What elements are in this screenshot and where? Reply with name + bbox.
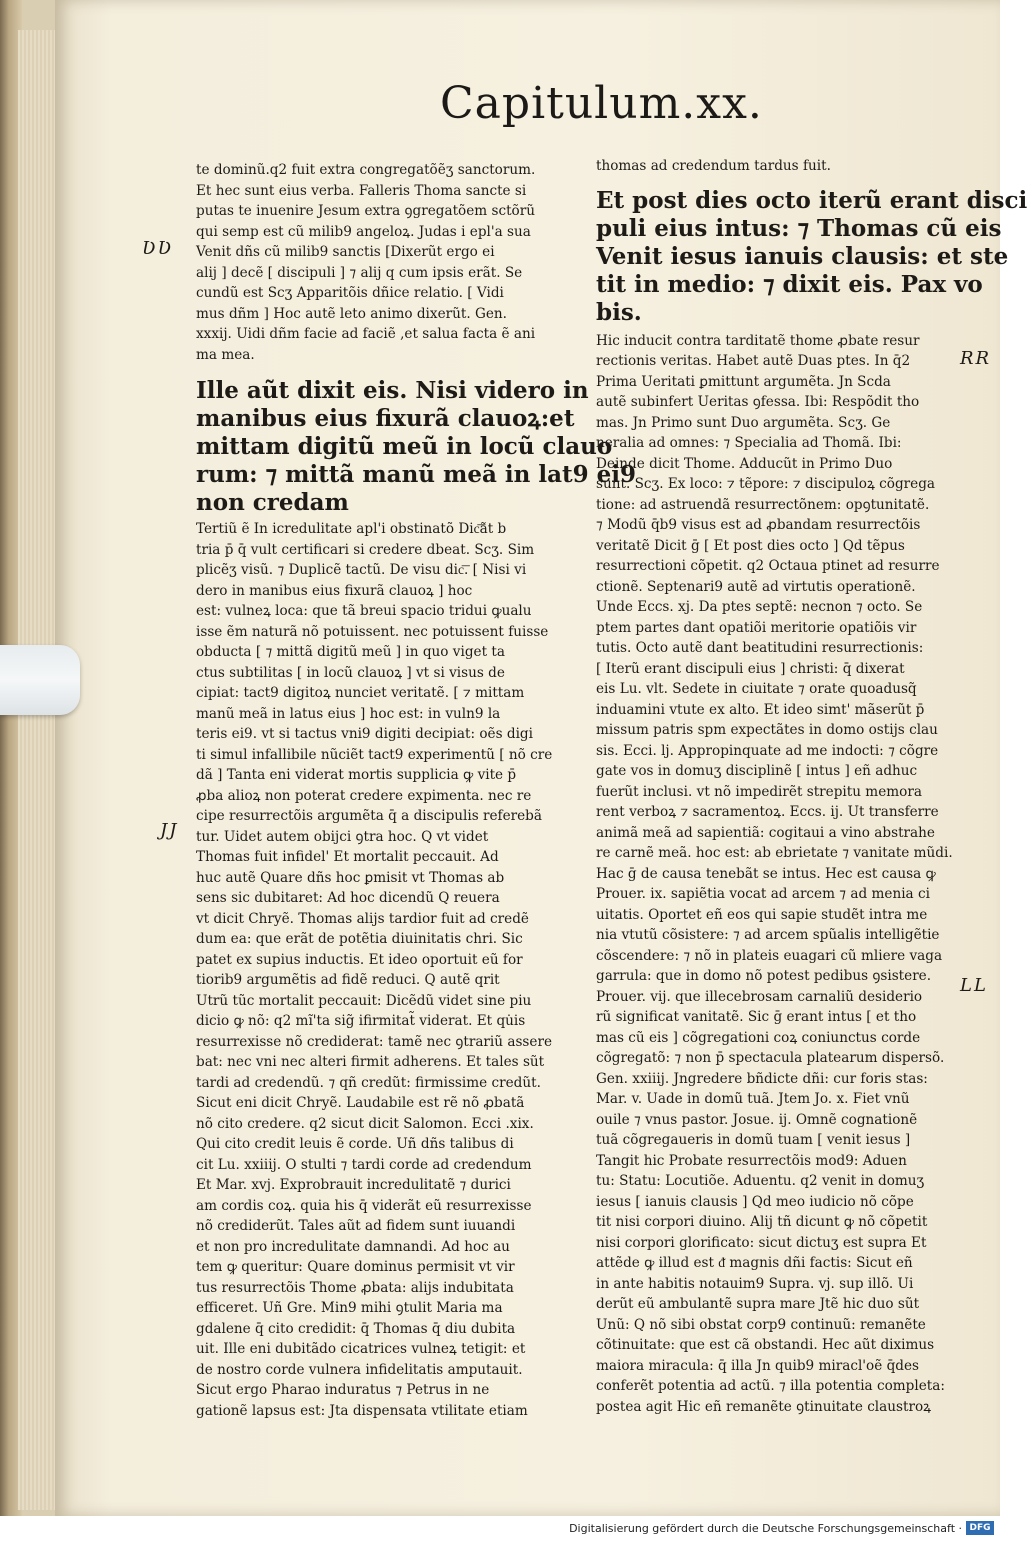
commentary-line: uitatis. Oportet eñ eos qui sapie studẽt intra me <box>596 906 928 923</box>
commentary-line: dicio ꝙ nõ: q2 mĩ'ta sig̃ ifirmitat̃ viderat. Et qu̇is <box>196 1013 526 1029</box>
verse-line: Et post dies octo iterũ erant disci <box>596 186 1027 214</box>
commentary-line: Et Mar. xvj. Exprobrauit incredulitatẽ ⁊ durici <box>196 1177 511 1193</box>
text-line: putas te inuenire Jesum extra ꝯgregatõem sctõrũ <box>196 203 535 219</box>
commentary-line: re carnẽ meã. hoc est: ab ebrietate ⁊ vanitate mũdi. <box>596 845 953 861</box>
right-intro-block <box>596 156 968 177</box>
commentary-line: tria p̄ q̄ vult certificari si credere dbeat. Scʒ. Sim <box>196 541 535 558</box>
commentary-line: postea agit Hic eñ remanẽte ꝯtinuitate claustroꝝ <box>596 1398 931 1415</box>
verse-line: Venit iesus ianuis clausis: et ste <box>596 242 1009 270</box>
margin-note-left-top: ƲƲ <box>142 238 174 259</box>
verse-line: rum: ⁊ mittã manũ meã in lat9 ei9 <box>196 461 637 488</box>
commentary-line: resurrexisse nõ crediderat: tamẽ nec ꝯtrariũ assere <box>196 1033 552 1050</box>
commentary-line: bat: nec vni nec alteri firmit adherens. Et tales sũt <box>196 1054 545 1070</box>
commentary-line: cipe resurrectõis argumẽta q̄ a discipulis referebã <box>196 808 542 824</box>
verse-line: mittam digitũ meũ in locũ clauo <box>196 433 613 460</box>
text-line: Venit dñs cũ milib9 sanctis [Dixerũt ergo ei <box>196 244 495 260</box>
commentary-line: dero in manibus eius fixurã clauoꝝ ] hoc <box>196 582 473 599</box>
commentary-line: gate vos in domuʒ disciplinẽ [ intus ] eñ adhuc <box>596 763 918 779</box>
verse-line: tit in medio: ⁊ dixit eis. Pax vo <box>596 270 983 298</box>
commentary-line: ouile ⁊ vnus pastor. Josue. ij. Omnẽ cognationẽ <box>596 1111 918 1128</box>
commentary-line: cõscendere: ⁊ nõ in plateis euagari cũ mliere vaga <box>596 947 943 964</box>
commentary-line: uit. Ille eni dubitãdo cicatrices vulneꝝ tetigit: et <box>196 1341 526 1357</box>
commentary-line: tione: ad astruendã resurrectõnem: opꝯtunitatẽ. <box>596 496 930 513</box>
commentary-line: tem ꝙ queritur: Quare dominus permisit vt vir <box>196 1259 515 1275</box>
commentary-line: tit nisi corpori diuino. Alij tñ dicunt ꝙ nõ cõpetit <box>596 1214 928 1230</box>
commentary-line: teris ei9. vt si tactus vni9 digiti decipiat: oẽs digi <box>196 726 533 742</box>
left-verse-block <box>196 377 637 517</box>
commentary-line: am cordis coꝝ. quia his q̄ viderãt eũ resurrexisse <box>196 1197 532 1214</box>
commentary-line: ptem partes dant opatiõi meritorie opatiõis vir <box>596 619 917 636</box>
commentary-line: gationẽ lapsus est: Jta dispensata vtilitate etiam <box>196 1402 528 1419</box>
commentary-line: rectionis veritas. Habet autẽ Duas ptes. In q̄2 <box>596 353 911 369</box>
left-commentary-block <box>196 519 574 1421</box>
commentary-line: gdalene q̄ cito credidit: q̄ Thomas q̄ diu dubita <box>196 1320 516 1337</box>
commentary-line: cõtinuitate: que est cã obstandi. Hec aũt diximus <box>596 1337 935 1353</box>
text-line: cundũ est Scʒ Apparitõis dñice relatio. [ Vidi <box>196 285 504 301</box>
commentary-line: ti simul infallibile nũciẽt tact9 experimentũ [ nõ cre <box>196 746 553 763</box>
commentary-line: Prouer. vij. que illecebrosam carnaliũ desiderio <box>596 988 923 1005</box>
commentary-line: tur. Uidet autem obijci ꝯtra hoc. Q vt videt <box>196 828 489 845</box>
commentary-line: induamini vtute ex alto. Et ideo simt' mãserũt p̄ <box>596 701 925 718</box>
commentary-line: tus resurrectõis Thome ꝓbata: alijs indubitata <box>196 1279 514 1296</box>
right-verse-block <box>596 186 1027 327</box>
commentary-line: Qui cito credit leuis ẽ corde. Uñ dñs talibus di <box>196 1136 514 1152</box>
commentary-line: nõ crediderũt. Tales aũt ad fidem sunt iuuandi <box>196 1218 516 1234</box>
commentary-line: ctus subtilitas [ in locũ clauoꝝ ] vt si visus de <box>196 664 505 681</box>
commentary-line: rũ significat vanitatẽ. Sic ḡ erant intus [ et tho <box>596 1009 917 1025</box>
footer-credit: Digitalisierung gefördert durch die Deutsche Forschungsgemeinschaft · <box>569 1522 962 1535</box>
commentary-line: autẽ subinfert Ueritas ꝯfessa. Ibi: Respõdit tho <box>596 394 920 410</box>
text-line: alij ] decẽ [ discipuli ] ⁊ alij q cum ipsis erãt. Se <box>196 264 523 281</box>
commentary-line: patet ex supius inductis. Et ideo oportuit eũ for <box>196 951 523 968</box>
commentary-line: attẽde ꝙ illud est ᵭ magnis dñi factis: Sicut eñ <box>596 1255 913 1271</box>
commentary-line: eis Lu. vlt. Sedete in ciuitate ⁊ orate quoadusq̃ <box>596 681 917 697</box>
commentary-line: garrula: que in domo nõ potest pedibus ꝯsistere. <box>596 968 932 984</box>
commentary-line: derũt eũ ambulantẽ supra mare Jtẽ hic duo sũt <box>596 1296 920 1312</box>
text-line: qui semp est cũ milib9 angeloꝝ. Judas i epl'a sua <box>196 223 531 240</box>
commentary-line: ⁊ Modũ q̄b9 visus est ad ꝓbandam resurrectõis <box>596 517 921 533</box>
margin-note-right-bottom: LL <box>960 975 988 996</box>
commentary-line: Hac ḡ de causa tenebãt se intus. Hec est causa ꝙ <box>596 865 936 882</box>
commentary-line: Thomas fuit infidel' Et mortalit peccauit. Ad <box>196 849 499 865</box>
commentary-line: Prima Ueritati ꝑmittunt argumẽta. Jn Scda <box>596 373 891 390</box>
commentary-line: ctionẽ. Septenari9 autẽ ad virtutis operationẽ. <box>596 578 916 595</box>
page-clip-tab <box>0 645 80 715</box>
commentary-line: Gen. xxiiij. Jngredere bñdicte dñi: cur foris stas: <box>596 1070 928 1087</box>
commentary-line: mas. Jn Primo sunt Duo argumẽta. Scʒ. Ge <box>596 414 891 431</box>
commentary-line: cipiat: tact9 digitoꝝ nunciet veritatẽ. [ ⁊ mittam <box>196 685 525 701</box>
margin-note-left-mid: JJ <box>160 820 179 841</box>
commentary-line: nõ cito credere. q2 sicut dicit Salomon. Ecci .xix. <box>196 1115 534 1132</box>
commentary-line: missum patris spm expectãtes in domo ostijs clau <box>596 722 938 738</box>
commentary-line: isse ẽm naturã nõ potuissent. nec potuissent fuisse <box>196 623 549 640</box>
right-commentary-block <box>596 331 968 1418</box>
commentary-line: dã ] Tanta eni viderat mortis supplicia ꝙ vite p̄ <box>196 767 517 783</box>
verse-line: Ille aũt dixit eis. Nisi videro in <box>196 377 589 404</box>
verse-line: puli eius intus: ⁊ Thomas cũ eis <box>596 214 1002 242</box>
commentary-line: Unde Eccs. xj. Da ptes septẽ: necnon ⁊ octo. Se <box>596 599 923 615</box>
commentary-line: mas cũ eis ] cõgregationi coꝝ coniunctus corde <box>596 1029 921 1046</box>
commentary-line: sis. Ecci. lj. Appropinquate ad me indocti: ⁊ cõgre <box>596 742 939 759</box>
commentary-line: est: vulneꝝ loca: que tã breui spacio tridui ꝙualu <box>196 603 532 619</box>
commentary-line: animã meã ad sapientiã: cogitaui a vino abstrahe <box>596 824 935 841</box>
commentary-line: huc autẽ Quare dñs hoc ꝑmisit vt Thomas ab <box>196 869 505 886</box>
commentary-line: resurrectioni cõpetit. q2 Octaua ptinet ad resurre <box>596 558 940 574</box>
commentary-line: Hic inducit contra tarditatẽ thome ꝓbate resur <box>596 332 920 349</box>
commentary-line: tardi ad credendũ. ⁊ qñ credũt: firmissime credũt. <box>196 1074 541 1091</box>
commentary-line: maiora miracula: q̄ illa Jn quib9 miracl'oẽ q̄des <box>596 1357 920 1374</box>
commentary-line: nia vtutũ cõsistere: ⁊ ad arcem spũalis intelligẽtie <box>596 927 940 943</box>
left-intro-block <box>196 160 574 365</box>
dfg-logo: DFG <box>966 1521 994 1535</box>
commentary-line: rent verboꝝ ⁊ sacramentoꝝ. Eccs. ij. Ut transferre <box>596 804 939 820</box>
commentary-line: veritatẽ Dicit ḡ [ Et post dies octo ] Qd tẽpus <box>596 537 905 554</box>
commentary-line: Deinde dicit Thome. Adducũt in Primo Duo <box>596 455 893 472</box>
commentary-line: de nostro corde vulnera infidelitatis amputauit. <box>196 1361 523 1378</box>
commentary-line: Utrũ tũc mortalit peccauit: Dicẽdũ videt sine piu <box>196 992 532 1009</box>
commentary-line: plicẽʒ visũ. ⁊ Duplicẽ tactũ. De visu dic͞. [ Nisi vi <box>196 562 527 578</box>
commentary-line: efficeret. Uñ Gre. Min9 mihi ꝯtulit Maria ma <box>196 1300 503 1316</box>
commentary-line: Prouer. ix. sapiẽtia vocat ad arcem ⁊ ad menia ci <box>596 886 930 902</box>
commentary-line: et non pro incredulitate damnandi. Ad hoc au <box>196 1238 510 1255</box>
commentary-line: tuã cõgregaueris in domũ tuam [ venit iesus ] <box>596 1132 911 1148</box>
text-line: ma mea. <box>196 346 255 363</box>
commentary-line: conferẽt potentia ad actũ. ⁊ illa potentia completa: <box>596 1378 945 1394</box>
verse-line: manibus eius fixurã clauoꝝ:et <box>196 405 575 432</box>
commentary-line: Sicut ergo Pharao induratus ⁊ Petrus in ne <box>196 1382 490 1398</box>
text-line: Et hec sunt eius verba. Falleris Thoma sancte si <box>196 182 527 199</box>
verse-line: bis. <box>596 298 642 326</box>
commentary-line: Sicut eni dicit Chryẽ. Laudabile est rẽ nõ ꝓbatã <box>196 1095 525 1111</box>
commentary-line: iesus [ ianuis clausis ] Qd meo iudicio nõ cõpe <box>596 1193 914 1210</box>
commentary-line: Mar. v. Uade in domũ tuã. Jtem Jo. x. Fiet vnũ <box>596 1091 910 1107</box>
commentary-line: dum ea: que erãt de potẽtia diuinitatis chri. Sic <box>196 931 523 947</box>
footer-bar <box>0 1516 1000 1541</box>
commentary-line: Tangit hic Probate resurrectõis mod9: Aduen <box>596 1152 907 1169</box>
commentary-line: ꝓba alioꝝ non poterat credere expimenta. nec re <box>196 787 532 804</box>
text-line: xxxij. Uidi dñm facie ad faciẽ ,et salua facta ẽ ani <box>196 326 536 342</box>
text-line: mus dñm ] Hoc autẽ leto animo dixerũt. Gen. <box>196 305 507 322</box>
commentary-line: Tertiũ ẽ In icredulitate apl'i obstinatõ Dic͞ãt b <box>196 521 507 537</box>
commentary-line: vt dicit Chryẽ. Thomas alijs tardior fuit ad credẽ <box>196 910 529 927</box>
commentary-line: tutis. Octo autẽ dant beatitudini resurrectionis: <box>596 640 924 656</box>
right-column <box>596 156 1027 1417</box>
commentary-line: manũ meã in latus eius ] hoc est: in vuln9 la <box>196 705 501 722</box>
commentary-line: nisi corpori glorificato: sicut dictuʒ est supra Et <box>596 1234 927 1251</box>
commentary-line: cõgregatõ: ⁊ non p̄ spectacula platearum dispersõ. <box>596 1050 945 1066</box>
commentary-line: sens sic dubitaret: Ad hoc dicendũ Q reuera <box>196 890 500 906</box>
commentary-line: obducta [ ⁊ mittã digitũ meũ ] in quo viget ta <box>196 644 505 660</box>
commentary-line: in ante habitis notauim9 Supra. vj. sup illõ. Ui <box>596 1275 914 1292</box>
commentary-line: neralia ad omnes: ⁊ Specialia ad Thomã. Ibi: <box>596 435 902 451</box>
commentary-line: fuerũt inclusi. vt nõ impedirẽt strepitu memora <box>596 783 922 800</box>
text-line: thomas ad credendum tardus fuit. <box>596 158 831 174</box>
commentary-line: sunt. Scʒ. Ex loco: ⁊ tẽpore: ⁊ discipuloꝝ cõgrega <box>596 476 936 492</box>
commentary-line: tu: Statu: Locutiõe. Aduentu. q2 venit in domuʒ <box>596 1173 925 1189</box>
commentary-line: tiorib9 argumẽtis ad fidẽ reduci. Q autẽ qrit <box>196 972 500 988</box>
chapter-heading: Capitulum.xx. <box>440 78 763 129</box>
commentary-line: [ Iterũ erant discipuli eius ] christi: q̄ dixerat <box>596 660 905 677</box>
commentary-line: cit Lu. xxiiij. O stulti ⁊ tardi corde ad credendum <box>196 1156 532 1173</box>
margin-note-right-top: RR <box>960 348 992 369</box>
text-line: te dominũ.q2 fuit extra congregatõẽʒ sanctorum. <box>196 162 536 178</box>
commentary-line: Unũ: Q nõ sibi obstat corp9 continuũ: remanẽte <box>596 1316 926 1333</box>
verse-line: non credam <box>196 489 349 516</box>
page-stack-edge <box>18 30 58 1510</box>
